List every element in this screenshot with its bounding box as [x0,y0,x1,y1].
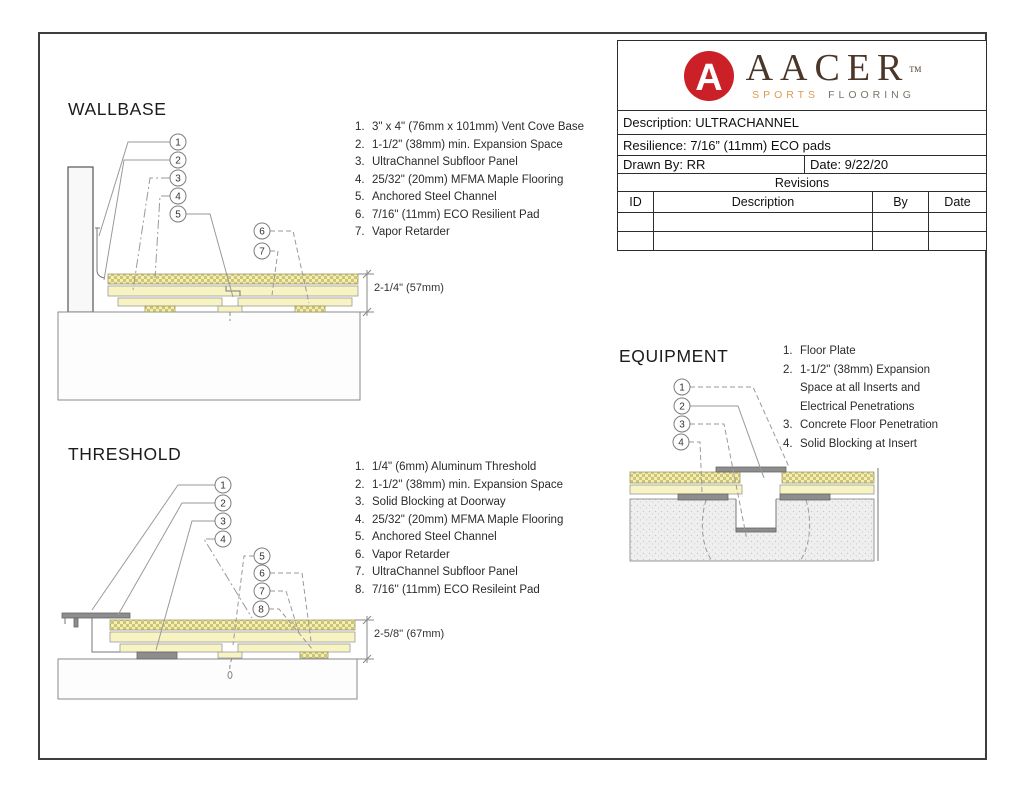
equipment-penetration-bottom [736,528,776,532]
equipment-maple-flooring-left [630,472,740,483]
col-by: By [872,192,928,212]
svg-text:3: 3 [220,516,226,528]
threshold-concrete-slab [58,659,357,699]
equipment-subfloor-left [630,485,742,494]
svg-text:5: 5 [259,551,265,563]
wallbase-steel-channel-right [238,298,352,306]
legend-item: 8. 7/16'' (11mm) ECO Resileint Pad [355,583,540,596]
svg-text:3: 3 [175,173,181,185]
wallbase-maple-flooring-layer [108,274,358,284]
svg-text:2-1/4" (57mm): 2-1/4" (57mm) [374,282,444,294]
wallbase-channel-splice [218,306,242,312]
brand-name: AACER™ [745,47,922,89]
wallbase-concrete-slab [58,312,360,400]
equipment-legend [783,345,993,457]
threshold-aluminum-tab [74,618,78,627]
col-date: Date [928,192,986,212]
date-cell: Date: 9/22/20 [804,156,986,173]
equipment-blocking-left [678,494,728,500]
threshold-callout-6 [254,565,270,581]
threshold-eco-pad [300,652,328,658]
legend-item: 1. 3" x 4" (76mm x 101mm) Vent Cove Base [355,121,585,133]
svg-text:4: 4 [678,437,684,449]
svg-text:4: 4 [175,191,181,203]
wallbase-callout-3 [170,170,186,186]
equipment-callouts [673,379,690,450]
legend-item: 5. Anchored Steel Channel [355,191,497,203]
threshold-steel-channel-left [120,644,222,652]
svg-text:3: 3 [679,419,685,431]
svg-text:2-5/8'' (67mm): 2-5/8'' (67mm) [374,628,445,640]
equipment-floor-plate [716,467,786,472]
svg-text:1: 1 [679,382,685,394]
resilience-row: Resilience: 7/16” (11mm) ECO pads [618,134,986,155]
threshold-callouts [215,477,270,617]
svg-text:6: 6 [259,226,265,238]
aacer-emblem-icon [683,50,735,102]
threshold-callout-7 [254,583,270,599]
wallbase-eco-pad-right [295,306,325,312]
threshold-solid-blocking [137,652,177,659]
threshold-dimension [355,616,444,663]
svg-text:A: A [694,56,723,99]
legend-item: 4. 25/32" (20mm) MFMA Maple Flooring [355,513,564,526]
revision-row-empty [618,231,986,250]
svg-text:5: 5 [175,209,181,221]
revision-row-empty [618,212,986,231]
wallbase-eco-pad-left [145,306,175,312]
legend-item: 4. 25/32" (20mm) MFMA Maple Flooring [355,173,564,186]
svg-text:7: 7 [259,246,265,258]
threshold-callout-3 [215,513,231,529]
wallbase-callout-5 [170,206,186,222]
legend-item: 7. UltraChannel Subfloor Panel [355,566,518,578]
legend-item: 2. 1-1/2'' (38mm) min. Expansion Space [355,478,564,491]
legend-item: Space at all Inserts and [800,382,921,395]
wallbase-callout-6 [254,223,270,239]
equipment-callout-4 [673,434,689,450]
title-block [617,40,987,251]
equipment-subfloor-right [780,485,874,494]
col-id: ID [629,195,642,209]
equipment-blocking-right [780,494,830,500]
equipment-callout-1 [674,379,690,395]
legend-item: 6. 7/16" (11mm) ECO Resilient Pad [355,208,540,221]
wallbase-callout-1 [170,134,186,150]
wallbase-legend [355,121,610,244]
legend-item: 1. Floor Plate [783,345,856,357]
threshold-callout-4 [215,531,231,547]
wallbase-title: WALLBASE [68,99,167,119]
svg-text:8: 8 [258,604,264,616]
description-row: Description: ULTRACHANNEL [618,110,986,134]
wallbase-steel-channel-left [118,298,222,306]
legend-item: 2. 1-1/2" (38mm) min. Expansion Space [355,138,563,151]
wallbase-dimension [358,270,444,316]
brand-text [745,47,922,101]
revisions-header: Revisions [618,173,986,191]
revisions-column-headers [618,191,986,212]
threshold-callout-1 [215,477,231,493]
threshold-channel-splice [218,652,242,658]
threshold-maple-flooring-layer [110,620,355,630]
threshold-callout-5 [254,548,270,564]
legend-item: 1. 1/4" (6mm) Aluminum Threshold [355,461,537,473]
brand-logo [618,41,986,110]
threshold-callout-2 [215,495,231,511]
wallbase-callouts [170,134,270,259]
legend-item: 3. UltraChannel Subfloor Panel [355,156,518,168]
threshold-title: THRESHOLD [68,444,182,464]
threshold-legend [355,461,610,601]
drawn-by-cell: Drawn By: RR [623,157,706,172]
legend-item: 3. Concrete Floor Penetration [783,419,939,432]
threshold-subfloor-panel-layer [110,632,355,642]
col-description: Description [653,192,872,212]
wallbase-vent-cove-base [95,228,105,278]
svg-text:7: 7 [259,586,265,598]
brand-tagline: SPORTS FLOORING [752,89,915,101]
threshold-aluminum-threshold [62,613,130,618]
equipment-maple-flooring-right [782,472,874,483]
legend-item: 3. Solid Blocking at Doorway [355,496,506,508]
threshold-steel-channel-right [238,644,350,652]
drawn-date-row [618,155,986,173]
equipment-title: EQUIPMENT [619,346,729,366]
legend-item: 4. Solid Blocking at Insert [783,437,917,450]
equipment-floor-penetration [736,497,776,531]
svg-text:2: 2 [220,498,226,510]
legend-item: Electrical Penetrations [800,400,915,413]
legend-item: 5. Anchored Steel Channel [355,531,497,543]
wallbase-callout-7 [254,243,270,259]
wallbase-wall [68,167,93,312]
legend-item: 2. 1-1/2" (38mm) Expansion [783,363,930,376]
svg-text:2: 2 [175,155,181,167]
svg-text:1: 1 [220,480,226,492]
wallbase-callout-2 [170,152,186,168]
equipment-callout-2 [674,398,690,414]
svg-text:4: 4 [220,534,226,546]
wallbase-callout-4 [170,188,186,204]
svg-text:2: 2 [679,401,685,413]
threshold-callout-8 [253,601,269,617]
svg-text:6: 6 [259,568,265,580]
trademark-symbol: TM [909,65,922,74]
legend-item: 6. Vapor Retarder [355,548,450,561]
svg-text:1: 1 [175,137,181,149]
equipment-callout-3 [674,416,690,432]
legend-item: 7. Vapor Retarder [355,226,450,238]
